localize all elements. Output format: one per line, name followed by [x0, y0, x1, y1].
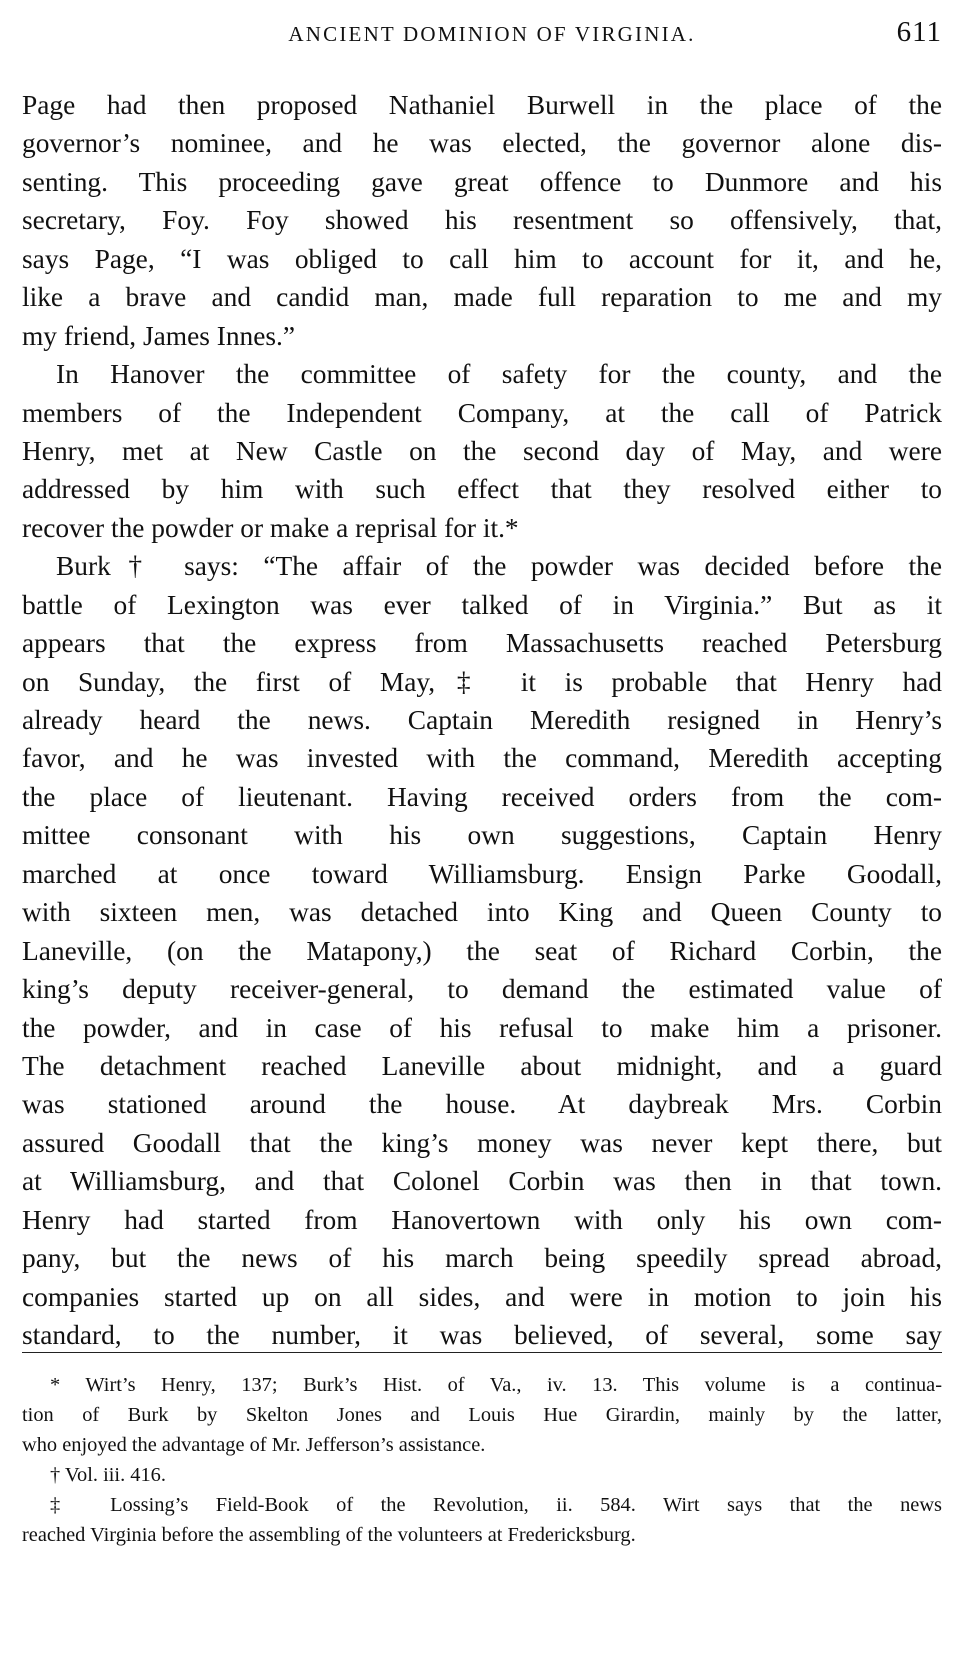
text-line: Laneville, (on the Matapony,) the seat of Richard Corbin, the — [22, 935, 942, 966]
text-line: the powder, and in case of his refusal to make him a prisoner. — [22, 1012, 942, 1043]
footnote-line: reached Virginia before the assembling of the volunteers at Fredericksburg. — [22, 1524, 636, 1546]
text-line: says Page, “I was obliged to call him to account for it, and he, — [22, 243, 942, 274]
text-line: senting. This proceeding gave great offence to Dunmore and his — [22, 166, 942, 197]
text-line: my friend, James Innes.” — [22, 320, 296, 351]
footnote-line: † Vol. iii. 416. — [50, 1464, 166, 1486]
footnote-line: ‡ Lossing’s Field-Book of the Revolution, ii. 584. Wirt says that the news — [50, 1494, 942, 1516]
text-line: marched at once toward Williamsburg. Ensign Parke Goodall, — [22, 858, 942, 889]
text-line: companies started up on all sides, and were in motion to join his — [22, 1281, 942, 1312]
text-line: addressed by him with such effect that they resolved either to — [22, 474, 942, 505]
text-line: on Sunday, the first of May,‡ it is probable that Henry had — [22, 666, 942, 697]
main-text — [22, 86, 942, 1354]
text-line: recover the powder or make a reprisal for it.* — [22, 512, 519, 543]
text-line: In Hanover the committee of safety for the county, and the — [56, 359, 942, 390]
page-number: 611 — [896, 16, 942, 48]
page-header — [22, 0, 942, 56]
text-line: assured Goodall that the king’s money was never kept there, but — [22, 1127, 942, 1158]
text-line: was stationed around the house. At daybreak Mrs. Corbin — [22, 1089, 942, 1120]
text-line: battle of Lexington was ever talked of in Virginia.” But as it — [22, 589, 942, 620]
text-line: pany, but the news of his march being speedily spread abroad, — [22, 1243, 942, 1274]
text-line: mittee consonant with his own suggestions, Captain Henry — [22, 820, 942, 851]
footnote-divider — [22, 1352, 942, 1353]
text-line: king’s deputy receiver-general, to demand the estimated value of — [22, 974, 942, 1005]
footnote-line: who enjoyed the advantage of Mr. Jefferson’s assistance. — [22, 1434, 486, 1456]
text-line: The detachment reached Laneville about midnight, and a guard — [22, 1050, 942, 1081]
text-line: secretary, Foy. Foy showed his resentment so offensively, that, — [22, 205, 942, 236]
text-line: favor, and he was invested with the command, Meredith accepting — [22, 743, 942, 774]
text-line: governor’s nominee, and he was elected, the governor alone dis- — [22, 128, 942, 159]
text-line: the place of lieutenant. Having received orders from the com- — [22, 781, 942, 812]
text-line: Burk† says: “The affair of the powder was decided before the — [56, 551, 942, 582]
text-line: with sixteen men, was detached into King and Queen County to — [22, 897, 942, 928]
text-line: already heard the news. Captain Meredith resigned in Henry’s — [22, 705, 942, 735]
text-line: Henry, met at New Castle on the second day of May, and were — [22, 435, 942, 466]
footnote-line: * Wirt’s Henry, 137; Burk’s Hist. of Va., iv. 13. This volume is a continua- — [50, 1374, 942, 1396]
text-line: standard, to the number, it was believed, of several, some say — [22, 1320, 942, 1350]
text-line: Henry had started from Hanovertown with only his own com- — [22, 1204, 942, 1235]
footnote-line: tion of Burk by Skelton Jones and Louis Hue Girardin, mainly by the latter, — [22, 1404, 942, 1426]
book-page — [22, 0, 942, 1546]
text-line: members of the Independent Company, at the call of Patrick — [22, 397, 942, 428]
text-line: appears that the express from Massachusetts reached Petersburg — [22, 628, 942, 659]
text-line: Page had then proposed Nathaniel Burwell in the place of the — [22, 90, 942, 120]
running-head: ANCIENT DOMINION OF VIRGINIA. — [288, 22, 696, 46]
text-line: like a brave and candid man, made full reparation to me and my — [22, 282, 942, 313]
footnotes — [22, 1370, 942, 1550]
text-line: at Williamsburg, and that Colonel Corbin was then in that town. — [22, 1166, 942, 1197]
